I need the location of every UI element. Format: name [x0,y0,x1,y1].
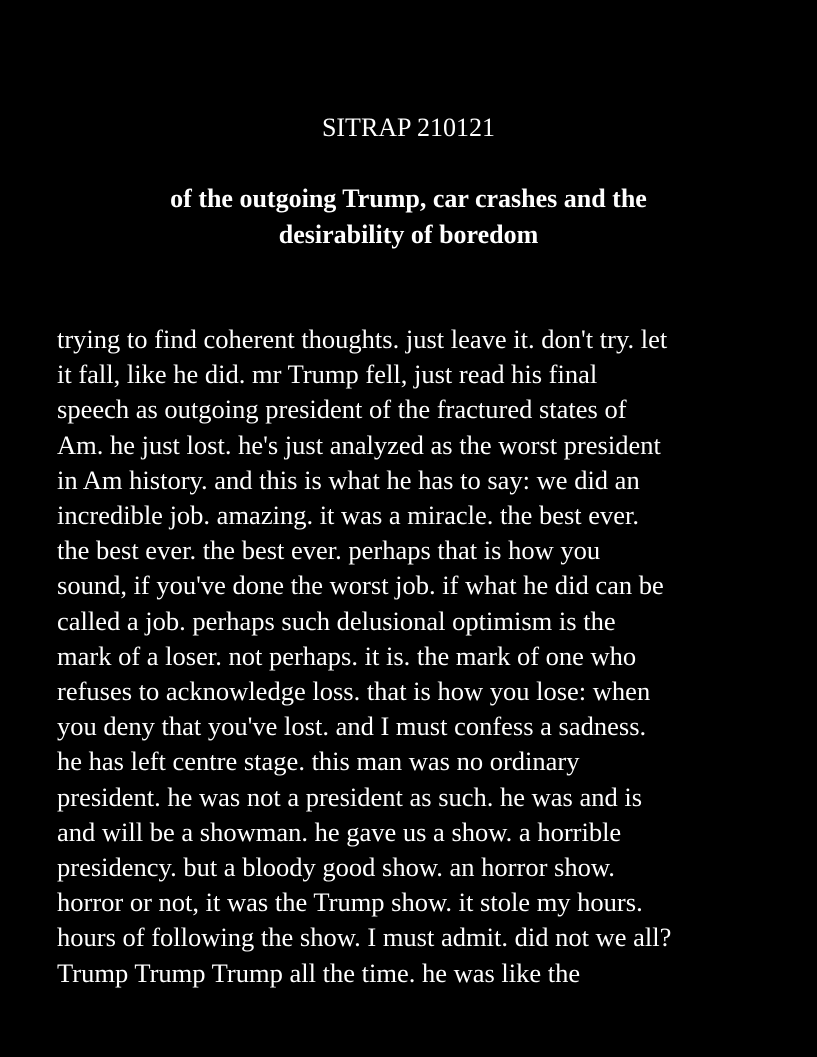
body-line: horror or not, it was the Trump show. it stole my hours. [57,887,643,918]
body-line: speech as outgoing president of the fractured states of [57,394,627,425]
body-line: refuses to acknowledge loss. that is how you lose: when [57,676,651,707]
document-body [57,322,787,991]
body-line: president. he was not a president as such. he was and is [57,781,643,812]
body-line: hours of following the show. I must admit. did not we all? [57,922,672,953]
body-line: he has left centre stage. this man was no ordinary [57,746,580,777]
body-line: called a job. perhaps such delusional optimism is the [57,605,616,636]
body-line: in Am history. and this is what he has to say: we did an [57,464,640,495]
body-line: and will be a showman. he gave us a show. a horrible [57,816,622,847]
document-subtitle [100,181,717,253]
body-line: sound, if you've done the worst job. if what he did can be [57,570,664,601]
body-line: mark of a loser. not perhaps. it is. the mark of one who [57,640,637,671]
subtitle-line: desirability of boredom [278,220,539,249]
body-line: incredible job. amazing. it was a miracle. the best ever. [57,500,640,531]
body-line: it fall, like he did. mr Trump fell, just read his final [57,359,598,390]
document-title: SITRAP 210121 [321,113,496,142]
body-line: you deny that you've lost. and I must confess a sadness. [57,711,647,742]
body-line: trying to find coherent thoughts. just leave it. don't try. let [57,324,668,354]
body-line: Am. he just lost. he's just analyzed as the worst president [57,429,661,460]
subtitle-line: of the outgoing Trump, car crashes and the [170,184,647,213]
body-line: the best ever. the best ever. perhaps that is how you [57,535,601,566]
body-line: presidency. but a bloody good show. an horror show. [57,852,615,883]
body-line: Trump Trump Trump all the time. he was like the [57,957,581,988]
